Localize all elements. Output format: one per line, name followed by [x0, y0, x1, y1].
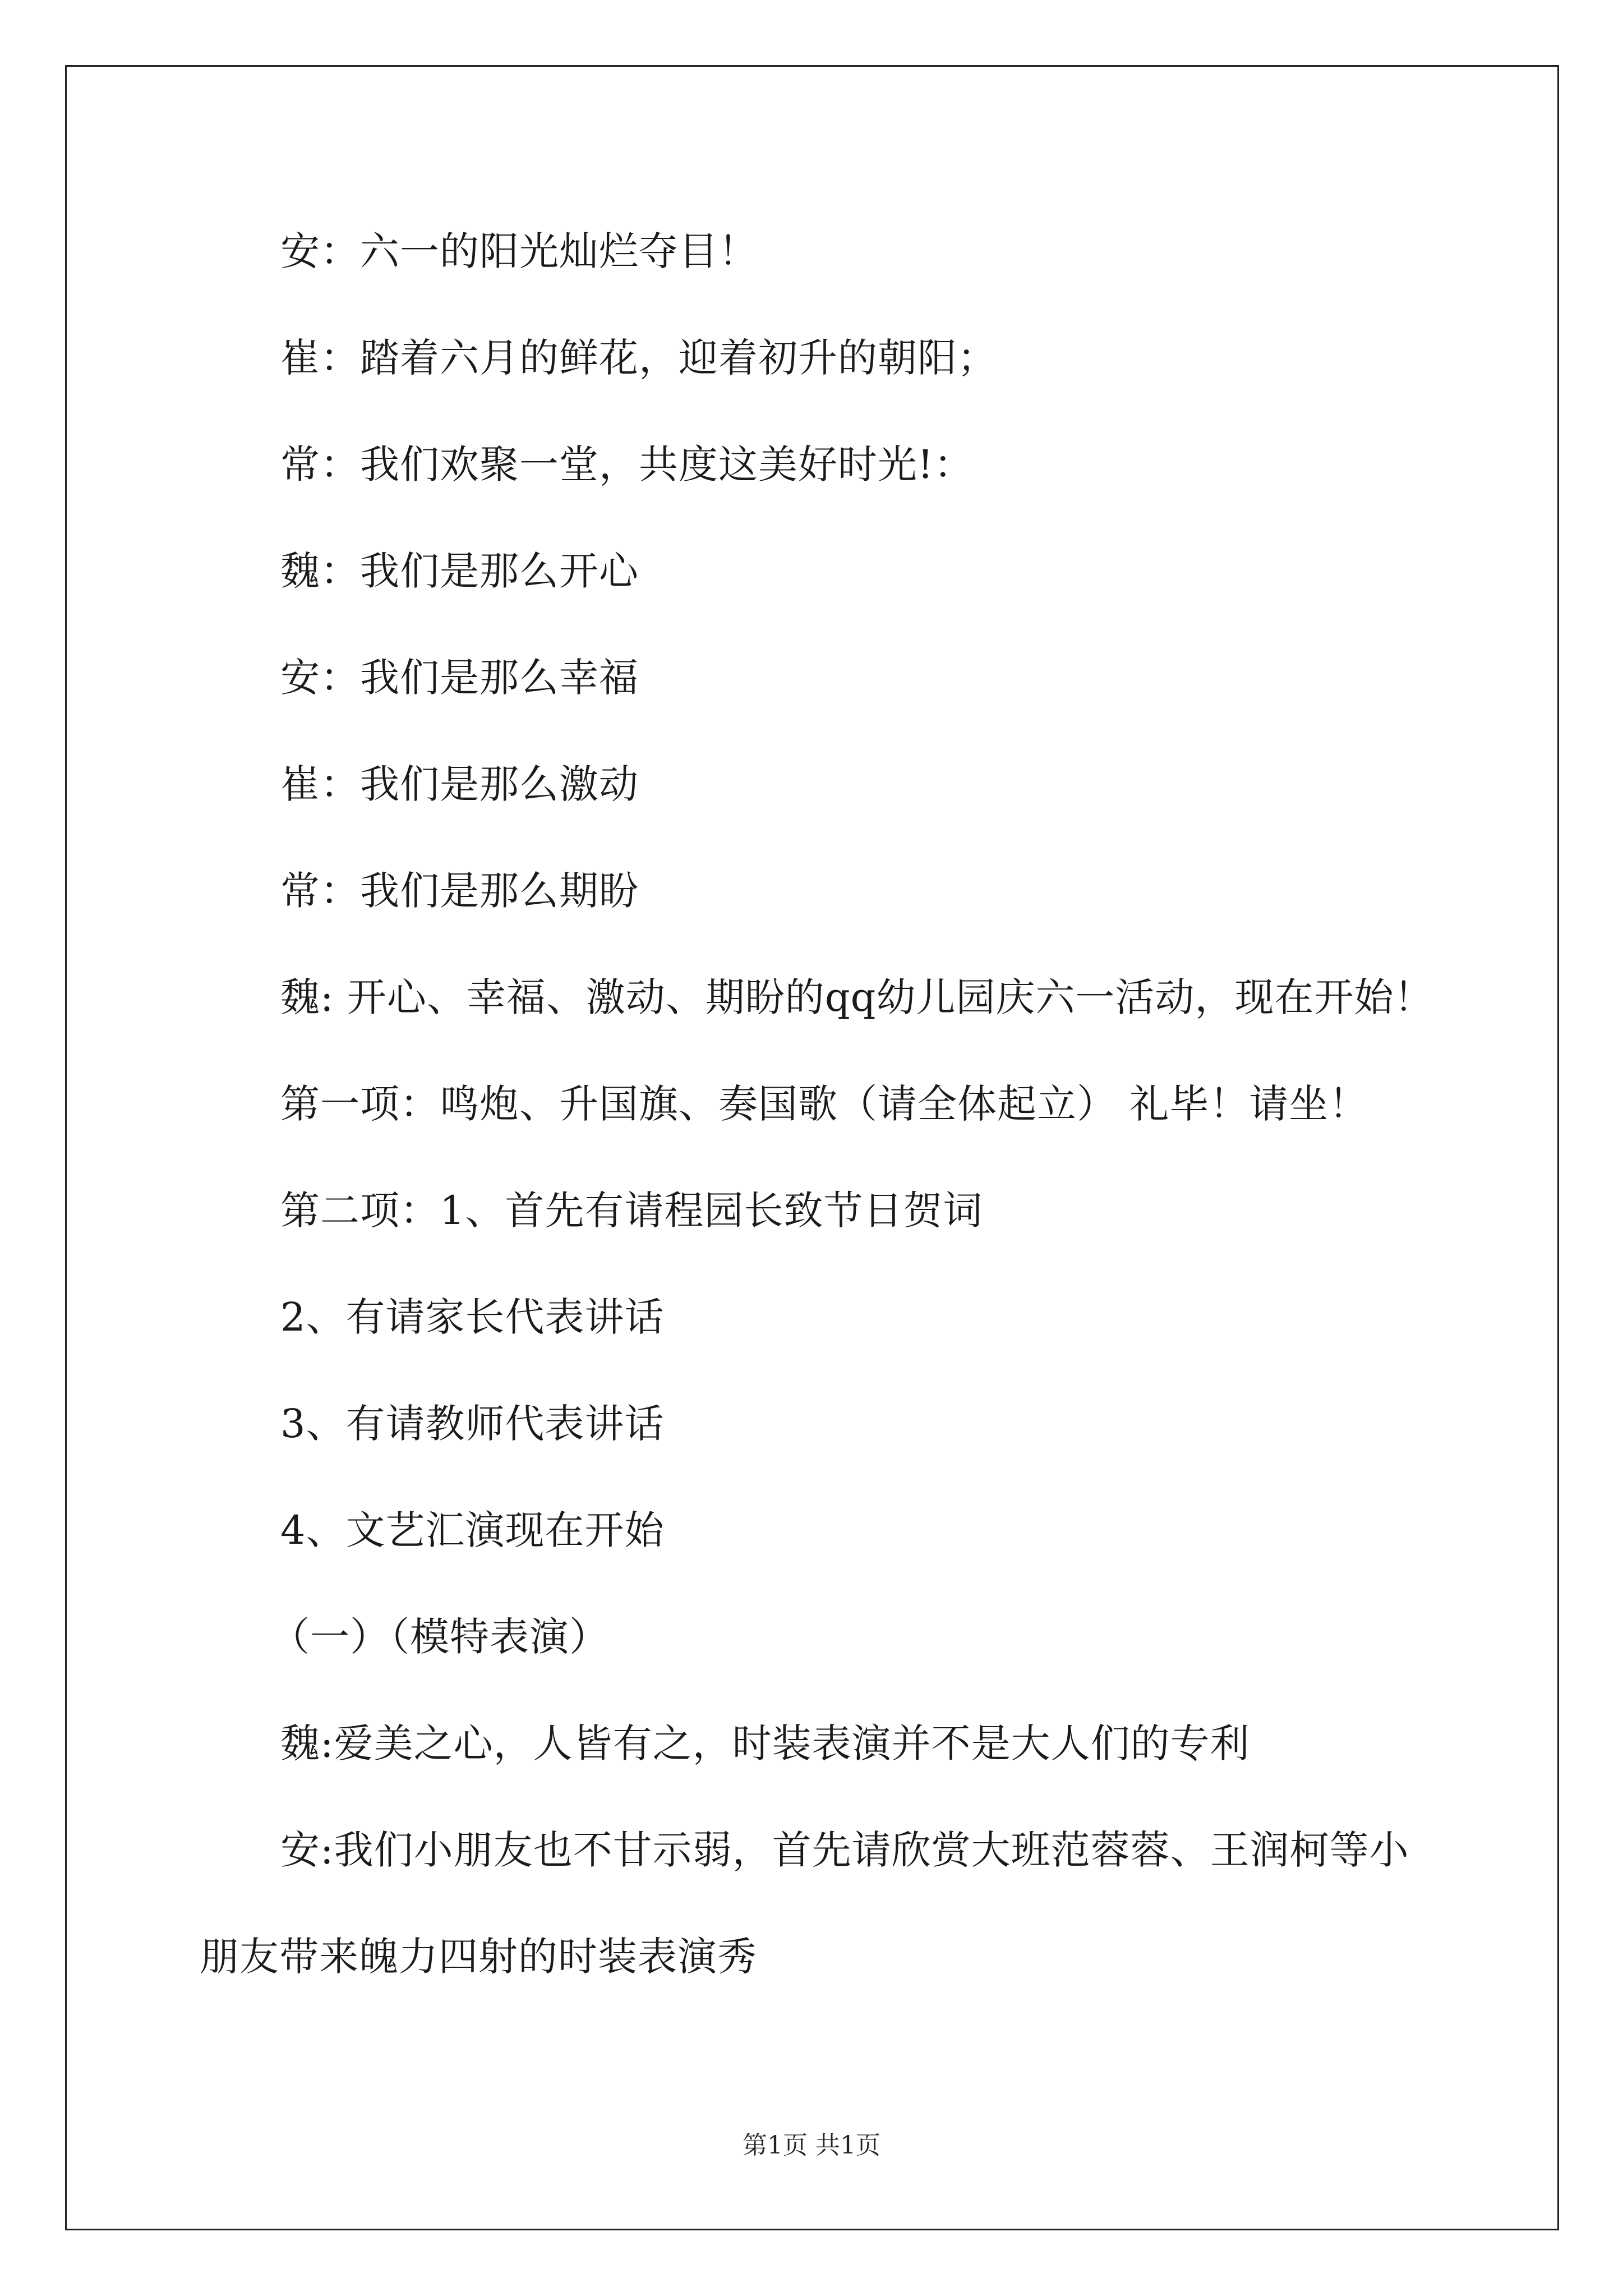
paragraph-16: 安:我们小朋友也不甘示弱，首先请欣赏大班范蓉蓉、王润柯等小 [280, 1827, 1409, 1873]
paragraph-2: 崔：踏着六月的鲜花，迎着初升的朝阳； [280, 335, 997, 381]
paragraph-5: 安：我们是那么幸福 [280, 655, 639, 701]
paragraph-13: 4、文艺汇演现在开始 [280, 1507, 665, 1553]
paragraph-4: 魏：我们是那么开心 [280, 548, 639, 594]
paragraph-9: 第一项：鸣炮、升国旗、奏国歌（请全体起立） 礼毕！请坐！ [280, 1081, 1369, 1127]
page-border [65, 65, 1559, 2230]
paragraph-6: 崔：我们是那么激动 [280, 761, 639, 807]
paragraph-14: （一）（模特表演） [270, 1614, 609, 1660]
paragraph-8: 魏: 开心、幸福、激动、期盼的qq幼儿园庆六一活动，现在开始！ [280, 974, 1434, 1020]
paragraph-1: 安：六一的阳光灿烂夺目！ [280, 228, 758, 274]
paragraph-12: 3、有请教师代表讲话 [280, 1401, 665, 1447]
paragraph-10: 第二项：1、首先有请程园长致节日贺词 [280, 1188, 983, 1234]
paragraph-17: 朋友带来魄力四射的时装表演秀 [200, 1934, 757, 1980]
paragraph-11: 2、有请家长代表讲话 [280, 1294, 665, 1340]
paragraph-7: 常：我们是那么期盼 [280, 868, 639, 914]
page-footer: 第1页 共1页 [743, 2131, 880, 2160]
paragraph-15: 魏:爱美之心，人皆有之，时装表演并不是大人们的专利 [280, 1720, 1250, 1766]
paragraph-3: 常：我们欢聚一堂，共度这美好时光!： [280, 441, 974, 487]
